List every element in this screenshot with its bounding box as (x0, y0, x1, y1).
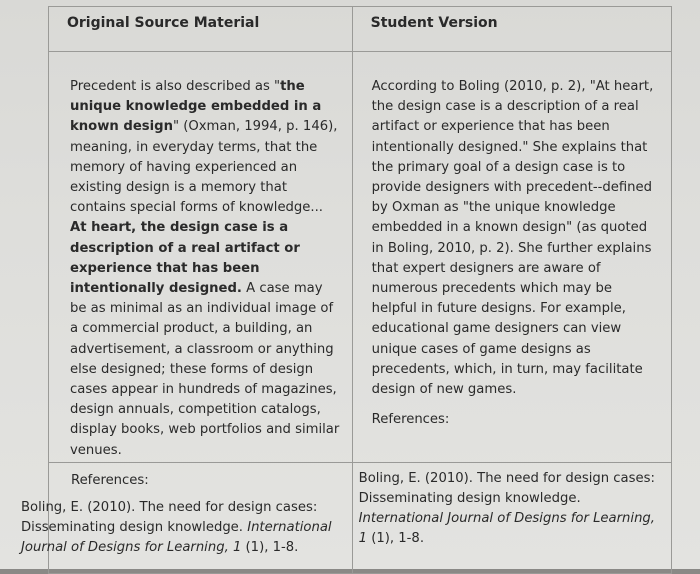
original-text-2: " (Oxman, 1994, p. 146), meaning, in everyday terms, that the memory of having experienced an existing design is a memory that contains special forms of knowledge... (70, 119, 338, 216)
references-row (49, 462, 672, 573)
original-ref-journal: International Journal of Designs for Learning, 1 (21, 519, 332, 555)
student-references-label: References: (371, 412, 450, 428)
comparison-table (21, 6, 672, 574)
header-row (49, 7, 672, 52)
student-ref-tail: (1), 1-8. (367, 530, 425, 546)
student-ref-journal: International Journal of Designs for Learning, 1 (358, 510, 655, 546)
original-bold-2: At heart, the design case is a description of a real artifact or experience that has been intentionally designed. (70, 220, 300, 297)
header-student: Student Version (352, 7, 671, 52)
original-passage (50, 53, 351, 461)
student-reference (353, 463, 671, 549)
header-original: Original Source Material (49, 7, 353, 52)
original-references-cell (21, 462, 353, 573)
original-cell (49, 52, 353, 463)
original-text-3: A case may be as minimal as an individual image of a commercial product, a building, an advertisement, a classroom or anything else designed; these forms of design cases appear in hundreds of magazines, design annuals, competition catalogs, display books, web portfolios and similar venues. (70, 281, 340, 458)
content-row (49, 52, 672, 463)
student-references-cell (352, 462, 671, 573)
original-ref-text: Boling, E. (2010). The need for design cases: Disseminating design knowledge. (21, 499, 318, 535)
original-references-label: References: (71, 472, 149, 488)
original-ref-tail: (1), 1-8. (241, 539, 299, 555)
original-text-1: Precedent is also described as " (70, 79, 281, 94)
student-ref-text: Boling, E. (2010). The need for design cases: Disseminating design knowledge. (358, 470, 655, 506)
original-reference (11, 488, 352, 558)
student-cell (352, 52, 671, 463)
original-bold-1: the unique knowledge embedded in a known design (70, 79, 322, 135)
student-passage: According to Boling (2010, p. 2), "At heart, the design case is a description of a real artifact or experience that has been intentionally designed." She explains that the primary goal of a design case is to provide designers with precedent--defined by Oxman as "the unique knowledge embedded in a known design" (as quoted in Boling, 2010, p. 2). She further explains that expert designers are aware of numerous precedents which may be helpful in future designs. For example, educational game designers can view unique cases of game designs as precedents, which, in turn, may facilitate design of new games. (371, 79, 654, 398)
